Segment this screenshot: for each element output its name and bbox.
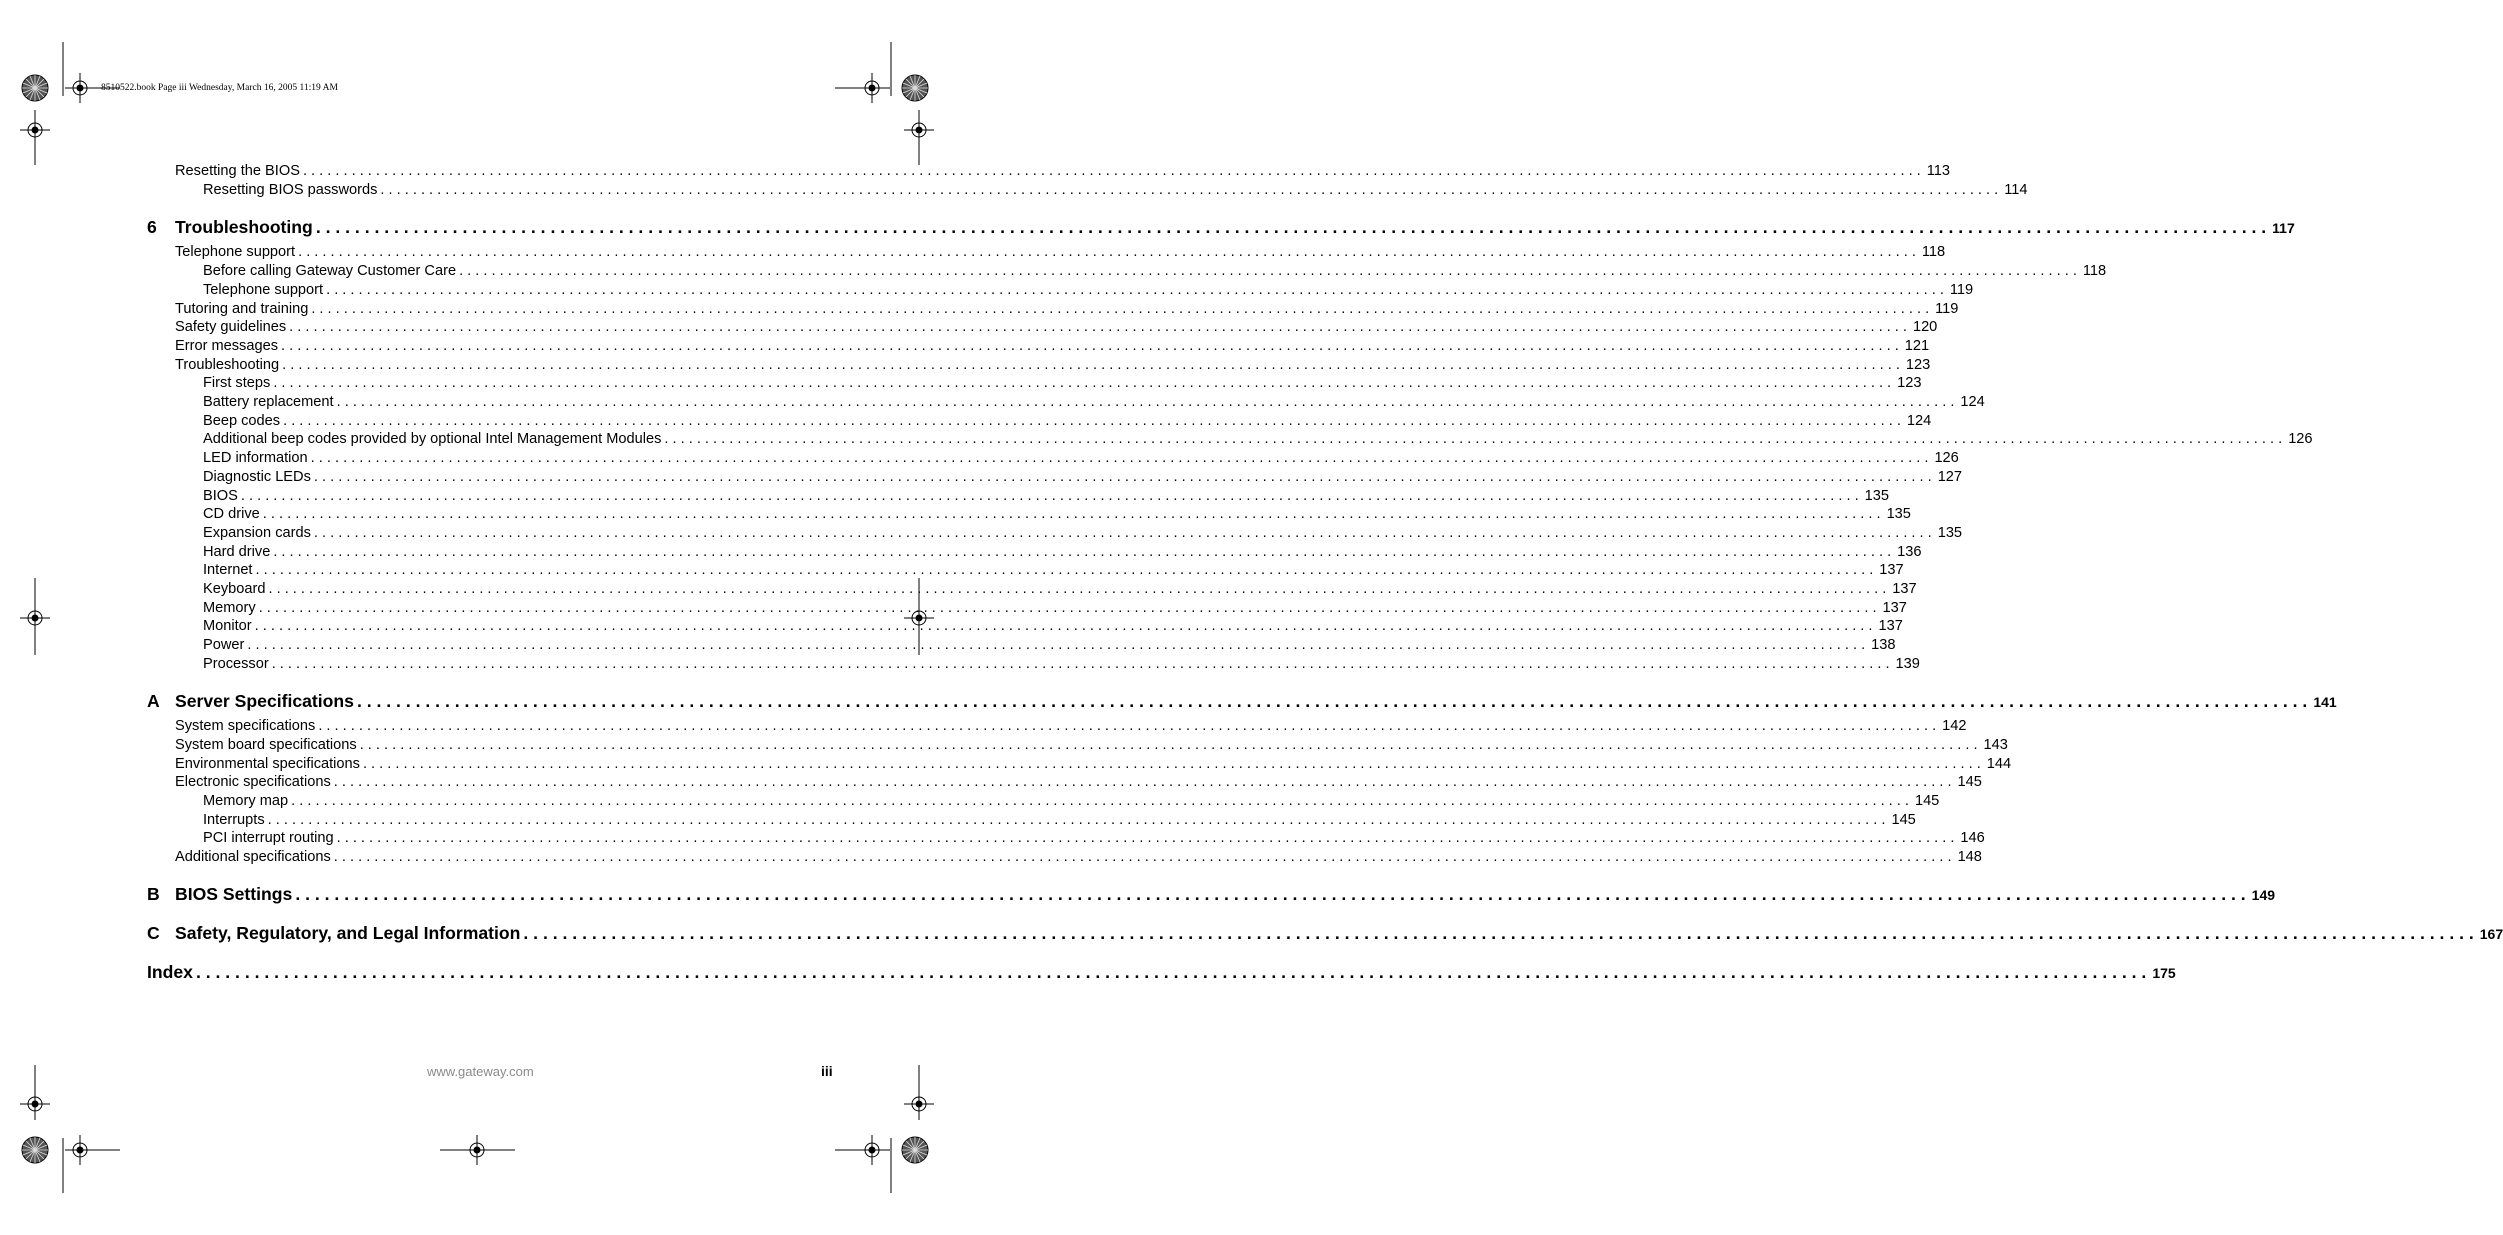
toc-page-number: 137: [1879, 562, 1904, 578]
toc-entry[interactable]: [203, 656, 1920, 672]
toc-chapter-number: A: [147, 691, 160, 711]
toc-entry[interactable]: [203, 812, 1916, 828]
toc-page-number: 114: [2004, 182, 2028, 198]
toc-entry[interactable]: [203, 793, 1940, 809]
toc-entry-title: Troubleshooting: [175, 217, 313, 237]
toc-entry-title: Environmental specifications: [175, 756, 360, 772]
toc-entry-label: [147, 217, 316, 238]
toc-entry-label: [203, 182, 380, 198]
toc-page-number: 137: [1878, 618, 1903, 634]
toc-entry-title: Error messages: [175, 338, 278, 354]
toc-entry-label: [147, 923, 523, 944]
toc-chapter-number: 6: [147, 217, 157, 237]
toc-entry-title: Telephone support: [203, 282, 324, 298]
footer-url[interactable]: www.gateway.com: [427, 1064, 534, 1079]
dot-leader: . . . . . . . . . . . . . . . . . . . . . . . . . . . . . . . . . . . . . . . . . . . . . . . . . . . . . . . . . . . . . . . . . . . . . . . . . . . . . . . . . . . . . . . . . . . . . . . . . . . . . . . . . . . . . . . . . . . . . . . . . . . . . . . . . . . . . . . . . . . . . . . . . . . . . . . . . . . . . . . . . . . . . . . . . . . . . . . . . . . . . . . . . . . . . . . . . . . . . . . .: [255, 562, 1874, 578]
toc-entry[interactable]: [203, 182, 2028, 198]
dot-leader: . . . . . . . . . . . . . . . . . . . . . . . . . . . . . . . . . . . . . . . . . . . . . . . . . . . . . . . . . . . . . . . . . . . . . . . . . . . . . . . . . . . . . . . . . . . . . . . . . . . . . . . . . . . . . . . . . . . . . . . . . . . . . . . . . . . . . . . . . . . . . . . . . . . . . . . . . . . . . . . . . . . . . . . . . . . . . . . . . . . . . . . . . . . . . . . . . . . . . . . .: [247, 637, 1866, 653]
toc-page-number: 135: [1864, 488, 1890, 504]
dot-leader: . . . . . . . . . . . . . . . . . . . . . . . . . . . . . . . . . . . . . . . . . . . . . . . . . . . . . . . . . . . . . . . . . . . . . . . . . . . . . . . . . . . . . . . . . . . . . . . . . . . . . . . . . . . . . . . . . . . . . . . . . . . . . . . . . . . . . . . . . . . . . . . . . . . . . . . . . . . . . . . . . . . . . . . . . . . . . . . . . . . . . . . . . . . . . . . . . . . . . . . .: [295, 884, 2246, 904]
dot-leader: . . . . . . . . . . . . . . . . . . . . . . . . . . . . . . . . . . . . . . . . . . . . . . . . . . . . . . . . . . . . . . . . . . . . . . . . . . . . . . . . . . . . . . . . . . . . . . . . . . . . . . . . . . . . . . . . . . . . . . . . . . . . . . . . . . . . . . . . . . . . . . . . . . . . . . . . . . . . . . . . . . . . . . . . . . . . . . . . . . . . . . . . . . . . . . . . . . . . . . . .: [267, 812, 1886, 828]
dot-leader: . . . . . . . . . . . . . . . . . . . . . . . . . . . . . . . . . . . . . . . . . . . . . . . . . . . . . . . . . . . . . . . . . . . . . . . . . . . . . . . . . . . . . . . . . . . . . . . . . . . . . . . . . . . . . . . . . . . . . . . . . . . . . . . . . . . . . . . . . . . . . . . . . . . . . . . . . . . . . . . . . . . . . . . . . . . . . . . . . . . . . . . . . . . . . . . . . . . . . . . .: [281, 338, 1899, 354]
toc-entry-label: [203, 394, 337, 410]
toc-entry-title: PCI interrupt routing: [203, 830, 334, 846]
toc-page-number: 127: [1937, 469, 1963, 485]
toc-entry-title: Memory map: [203, 793, 289, 809]
toc-page-number: 136: [1897, 544, 1922, 560]
toc-entry-title: Battery replacement: [203, 394, 334, 410]
toc-entry-label: [147, 884, 295, 905]
toc-entry-label: [203, 618, 255, 634]
toc-entry-title: Monitor: [203, 618, 252, 634]
dot-leader: . . . . . . . . . . . . . . . . . . . . . . . . . . . . . . . . . . . . . . . . . . . . . . . . . . . . . . . . . . . . . . . . . . . . . . . . . . . . . . . . . . . . . . . . . . . . . . . . . . . . . . . . . . . . . . . . . . . . . . . . . . . . . . . . . . . . . . . . . . . . . . . . . . . . . . . . . . . . . . . . . . . . . . . . . . . . . . . . . . . . . . . . . . . . . . . . . . . . . . . .: [289, 319, 1907, 335]
dot-leader: . . . . . . . . . . . . . . . . . . . . . . . . . . . . . . . . . . . . . . . . . . . . . . . . . . . . . . . . . . . . . . . . . . . . . . . . . . . . . . . . . . . . . . . . . . . . . . . . . . . . . . . . . . . . . . . . . . . . . . . . . . . . . . . . . . . . . . . . . . . . . . . . . . . . . . . . . . . . . . . . . . . . . . . . . . . . . . . . . . . . . . . . . . . . . . . . . . . . . . . .: [313, 469, 1932, 485]
toc-entry[interactable]: [203, 488, 1890, 504]
toc-chapter-entry[interactable]: [147, 962, 2176, 983]
toc-entry[interactable]: [175, 163, 1950, 179]
dot-leader: . . . . . . . . . . . . . . . . . . . . . . . . . . . . . . . . . . . . . . . . . . . . . . . . . . . . . . . . . . . . . . . . . . . . . . . . . . . . . . . . . . . . . . . . . . . . . . . . . . . . . . . . . . . . . . . . . . . . . . . . . . . . . . . . . . . . . . . . . . . . . . . . . . . . . . . . . . . . . . . . . . . . . . . . . . . . . . . . . . . . . . . . . . . . . . . . . . . . . . . .: [459, 263, 2077, 279]
toc-entry-label: [203, 525, 314, 541]
toc-entry-title: Resetting the BIOS: [175, 163, 300, 179]
toc-chapter-entry[interactable]: [147, 884, 2276, 905]
toc-entry-label: [203, 544, 273, 560]
toc-entry-label: [203, 413, 283, 429]
toc-page-number: 167: [2479, 926, 2503, 942]
toc-entry[interactable]: [203, 618, 1903, 634]
dot-leader: . . . . . . . . . . . . . . . . . . . . . . . . . . . . . . . . . . . . . . . . . . . . . . . . . . . . . . . . . . . . . . . . . . . . . . . . . . . . . . . . . . . . . . . . . . . . . . . . . . . . . . . . . . . . . . . . . . . . . . . . . . . . . . . . . . . . . . . . . . . . . . . . . . . . . . . . . . . . . . . . . . . . . . . . . . . . . . . . . . . . . . . . . . . . . . . . . . . . . . . .: [311, 301, 1930, 317]
dot-leader: . . . . . . . . . . . . . . . . . . . . . . . . . . . . . . . . . . . . . . . . . . . . . . . . . . . . . . . . . . . . . . . . . . . . . . . . . . . . . . . . . . . . . . . . . . . . . . . . . . . . . . . . . . . . . . . . . . . . . . . . . . . . . . . . . . . . . . . . . . . . . . . . . . . . . . . . . . . . . . . . . . . . . . . . . . . . . . . . . . . . . . . . . . . . . . . . . . . . . . . .: [273, 375, 1892, 391]
toc-entry-title: CD drive: [203, 506, 260, 522]
toc-entry[interactable]: [175, 301, 1959, 317]
toc-entry-label: [203, 793, 291, 809]
toc-entry[interactable]: [203, 637, 1896, 653]
toc-entry[interactable]: [203, 375, 1922, 391]
toc-page-number: 120: [1912, 319, 1938, 335]
toc-page-number: 135: [1937, 525, 1963, 541]
toc-entry-title: Electronic specifications: [175, 774, 331, 790]
dot-leader: . . . . . . . . . . . . . . . . . . . . . . . . . . . . . . . . . . . . . . . . . . . . . . . . . . . . . . . . . . . . . . . . . . . . . . . . . . . . . . . . . . . . . . . . . . . . . . . . . . . . . . . . . . . . . . . . . . . . . . . . . . . . . . . . . . . . . . . . . . . . . . . . . . . . . . . . . . . . . . . . . . . . . . . . . . . . . . . . . . . . . . . . . . . . . . . . . . . . . . . .: [315, 217, 2267, 237]
toc-entry-label: [203, 375, 273, 391]
toc-entry-title: Telephone support: [175, 244, 296, 260]
toc-page-number: 124: [1960, 394, 1985, 410]
toc-entry[interactable]: [203, 469, 1963, 485]
toc-page-number: 117: [2272, 220, 2295, 236]
toc-page-number: 123: [1905, 357, 1931, 373]
toc-entry-title: Additional beep codes provided by optional Intel Management Modules: [203, 431, 662, 447]
toc-entry[interactable]: [175, 338, 1930, 354]
toc-entry-title: Keyboard: [203, 581, 266, 597]
dot-leader: . . . . . . . . . . . . . . . . . . . . . . . . . . . . . . . . . . . . . . . . . . . . . . . . . . . . . . . . . . . . . . . . . . . . . . . . . . . . . . . . . . . . . . . . . . . . . . . . . . . . . . . . . . . . . . . . . . . . . . . . . . . . . . . . . . . . . . . . . . . . . . . . . . . . . . . . . . . . . . . . . . . . . . . . . . . . . . . . . . . . . . . . . . . . . . . . . . . . . . . .: [362, 756, 1981, 772]
toc-entry-label: [175, 849, 334, 865]
toc-entry-label: [203, 812, 268, 828]
dot-leader: . . . . . . . . . . . . . . . . . . . . . . . . . . . . . . . . . . . . . . . . . . . . . . . . . . . . . . . . . . . . . . . . . . . . . . . . . . . . . . . . . . . . . . . . . . . . . . . . . . . . . . . . . . . . . . . . . . . . . . . . . . . . . . . . . . . . . . . . . . . . . . . . . . . . . . . . . . . . . . . . . . . . . . . . . . . . . . . . . . . . . . . . . . . . . . . . . . . . . . . .: [313, 525, 1932, 541]
toc-entry-title: Index: [147, 962, 193, 982]
toc-entry-title: BIOS: [203, 488, 238, 504]
toc-entry[interactable]: [203, 600, 1907, 616]
dot-leader: . . . . . . . . . . . . . . . . . . . . . . . . . . . . . . . . . . . . . . . . . . . . . . . . . . . . . . . . . . . . . . . . . . . . . . . . . . . . . . . . . . . . . . . . . . . . . . . . . . . . . . . . . . . . . . . . . . . . . . . . . . . . . . . . . . . . . . . . . . . . . . . . . . . . . . . . . . . . . . . . . . . . . . . . . . . . . . . . . . . . . . . . . . . . . . . . . . . . . . . .: [273, 544, 1892, 560]
toc-entry-label: [203, 581, 268, 597]
toc-page-number: 146: [1960, 830, 1985, 846]
toc-entry-label: [203, 637, 247, 653]
dot-leader: . . . . . . . . . . . . . . . . . . . . . . . . . . . . . . . . . . . . . . . . . . . . . . . . . . . . . . . . . . . . . . . . . . . . . . . . . . . . . . . . . . . . . . . . . . . . . . . . . . . . . . . . . . . . . . . . . . . . . . . . . . . . . . . . . . . . . . . . . . . . . . . . . . . . . . . . . . . . . . . . . . . . . . . . . . . . . . . . . . . . . . . . . . . . . . . . . . . . . . . .: [336, 394, 1955, 410]
dot-leader: . . . . . . . . . . . . . . . . . . . . . . . . . . . . . . . . . . . . . . . . . . . . . . . . . . . . . . . . . . . . . . . . . . . . . . . . . . . . . . . . . . . . . . . . . . . . . . . . . . . . . . . . . . . . . . . . . . . . . . . . . . . . . . . . . . . . . . . . . . . . . . . . . . . . . . . . . . . . . . . . . . . . . . . . . . . . . . . . . . . . . . . . . . . . . . . . . . . . . . . .: [262, 506, 1881, 522]
toc-entry[interactable]: [175, 244, 1946, 260]
toc-page-number: 145: [1891, 812, 1916, 828]
toc-page-number: 138: [1871, 637, 1896, 653]
toc-page-number: 143: [1983, 737, 2008, 753]
dot-leader: . . . . . . . . . . . . . . . . . . . . . . . . . . . . . . . . . . . . . . . . . . . . . . . . . . . . . . . . . . . . . . . . . . . . . . . . . . . . . . . . . . . . . . . . . . . . . . . . . . . . . . . . . . . . . . . . . . . . . . . . . . . . . . . . . . . . . . . . . . . . . . . . . . . . . . . . . . . . . . . . . . . . . . . . . . . . . . . . . . . . . . . . . . . . . . . . . . . . . . . .: [326, 282, 1944, 298]
toc-entry-label: [147, 962, 196, 983]
dot-leader: . . . . . . . . . . . . . . . . . . . . . . . . . . . . . . . . . . . . . . . . . . . . . . . . . . . . . . . . . . . . . . . . . . . . . . . . . . . . . . . . . . . . . . . . . . . . . . . . . . . . . . . . . . . . . . . . . . . . . . . . . . . . . . . . . . . . . . . . . . . . . . . . . . . . . . . . . . . . . . . . . . . . . . . . . . . . . . . . . . . . . . . . . . . . . . . . . . . . . . . .: [254, 618, 1873, 634]
toc-entry-label: [147, 691, 357, 712]
toc-entry[interactable]: [175, 849, 1982, 865]
toc-entry-label: [203, 263, 459, 279]
toc-entry-label: [203, 830, 337, 846]
dot-leader: . . . . . . . . . . . . . . . . . . . . . . . . . . . . . . . . . . . . . . . . . . . . . . . . . . . . . . . . . . . . . . . . . . . . . . . . . . . . . . . . . . . . . . . . . . . . . . . . . . . . . . . . . . . . . . . . . . . . . . . . . . . . . . . . . . . . . . . . . . . . . . . . . . . . . . . . . . . . . . . . . . . . . . . . . . . . . . . . . . . . . . . . . . . . . . . . . . . . . . . .: [333, 774, 1952, 790]
toc-page-number: 123: [1897, 375, 1922, 391]
toc-chapter-number: C: [147, 923, 160, 943]
toc-entry-title: Beep codes: [203, 413, 281, 429]
toc-page-number: 142: [1942, 718, 1967, 734]
toc-entry[interactable]: [203, 830, 1985, 846]
toc-page-number: 139: [1895, 656, 1920, 672]
toc-entry-title: Additional specifications: [175, 849, 331, 865]
dot-leader: . . . . . . . . . . . . . . . . . . . . . . . . . . . . . . . . . . . . . . . . . . . . . . . . . . . . . . . . . . . . . . . . . . . . . . . . . . . . . . . . . . . . . . . . . . . . . . . . . . . . . . . . . . . . . . . . . . . . . . . . . . . . . . . . . . . . . . . . . . . . . . . . . . . . . . . . . . . . . . . . . . . . . . . . . . . . . . . . . . . . . . . . . . . . . . . . . . . . . . . .: [333, 849, 1952, 865]
toc-entry-label: [175, 244, 298, 260]
toc-page-number: 145: [1914, 793, 1940, 809]
toc-page-number: 118: [1921, 244, 1946, 260]
toc-entry-title: Tutoring and training: [175, 301, 309, 317]
toc-entry-label: [175, 774, 334, 790]
toc-entry[interactable]: [203, 581, 1917, 597]
toc-entry-title: Interrupts: [203, 812, 265, 828]
dot-leader: . . . . . . . . . . . . . . . . . . . . . . . . . . . . . . . . . . . . . . . . . . . . . . . . . . . . . . . . . . . . . . . . . . . . . . . . . . . . . . . . . . . . . . . . . . . . . . . . . . . . . . . . . . . . . . . . . . . . . . . . . . . . . . . . . . . . . . . . . . . . . . . . . . . . . . . . . . . . . . . . . . . . . . . . . . . . . . . . . . . . . . . . . . . . . . . . . . . . . . . .: [336, 830, 1955, 846]
toc-entry-label: [175, 319, 289, 335]
toc-entry[interactable]: [203, 525, 1963, 541]
toc-page-number: 141: [2313, 694, 2337, 710]
toc-page-number: 175: [2152, 965, 2176, 981]
dot-leader: . . . . . . . . . . . . . . . . . . . . . . . . . . . . . . . . . . . . . . . . . . . . . . . . . . . . . . . . . . . . . . . . . . . . . . . . . . . . . . . . . . . . . . . . . . . . . . . . . . . . . . . . . . . . . . . . . . . . . . . . . . . . . . . . . . . . . . . . . . . . . . . . . . . . . . . . . . . . . . . . . . . . . . . . . . . . . . . . . . . . . . . . . . . . . . . . . . . . . . . .: [523, 923, 2474, 943]
toc-entry[interactable]: [203, 282, 1974, 298]
footer-page-number: iii: [821, 1063, 833, 1079]
toc-entry[interactable]: [203, 506, 1911, 522]
toc-entry[interactable]: [203, 544, 1922, 560]
toc-page-number: 148: [1957, 849, 1982, 865]
toc-entry-label: [175, 737, 360, 753]
toc-page-number: 135: [1886, 506, 1911, 522]
toc-entry-title: First steps: [203, 375, 271, 391]
dot-leader: . . . . . . . . . . . . . . . . . . . . . . . . . . . . . . . . . . . . . . . . . . . . . . . . . . . . . . . . . . . . . . . . . . . . . . . . . . . . . . . . . . . . . . . . . . . . . . . . . . . . . . . . . . . . . . . . . . . . . . . . . . . . . . . . . . . . . . . . . . . . . . . . . . . . . . . . . . . . . . . . . . . . . . . . . . . . . . . . . . . . . . . . . . . . . . . . . . . . . . . .: [664, 431, 2283, 447]
toc-entry-title: BIOS Settings: [175, 884, 293, 904]
toc-chapter-number: B: [147, 884, 160, 904]
toc-page-number: 113: [1926, 163, 1950, 179]
toc-entry-label: [203, 450, 311, 466]
toc-entry[interactable]: [203, 562, 1904, 578]
toc-page-number: 137: [1882, 600, 1907, 616]
toc-entry[interactable]: [203, 263, 2107, 279]
toc-entry[interactable]: [203, 394, 1985, 410]
toc-page-number: 126: [1934, 450, 1959, 466]
dot-leader: . . . . . . . . . . . . . . . . . . . . . . . . . . . . . . . . . . . . . . . . . . . . . . . . . . . . . . . . . . . . . . . . . . . . . . . . . . . . . . . . . . . . . . . . . . . . . . . . . . . . . . . . . . . . . . . . . . . . . . . . . . . . . . . . . . . . . . . . . . . . . . . . . . . . . . . . . . . . . . . . . . . . . . . . . . . . . . . . . . . . . . . . . . . . . . . . . . . . . . . .: [310, 450, 1929, 466]
toc-entry-title: Internet: [203, 562, 253, 578]
toc-entry-label: [203, 506, 263, 522]
toc-page-number: 145: [1957, 774, 1982, 790]
dot-leader: . . . . . . . . . . . . . . . . . . . . . . . . . . . . . . . . . . . . . . . . . . . . . . . . . . . . . . . . . . . . . . . . . . . . . . . . . . . . . . . . . . . . . . . . . . . . . . . . . . . . . . . . . . . . . . . . . . . . . . . . . . . . . . . . . . . . . . . . . . . . . . . . . . . . . . . . . . . . . . . . . . . . . . . . . . . . . . . . . . . . . . . . . . . . . . . . . . . . . . . .: [283, 413, 1901, 429]
toc-entry-title: System board specifications: [175, 737, 357, 753]
toc-entry[interactable]: [175, 319, 1938, 335]
dot-leader: . . . . . . . . . . . . . . . . . . . . . . . . . . . . . . . . . . . . . . . . . . . . . . . . . . . . . . . . . . . . . . . . . . . . . . . . . . . . . . . . . . . . . . . . . . . . . . . . . . . . . . . . . . . . . . . . . . . . . . . . . . . . . . . . . . . . . . . . . . . . . . . . . . . . . . . . . . . . . . . . . . . . . . . . . . . . . . . . . . . . . . . . . . . . . . . . . . . . . . . .: [356, 691, 2308, 711]
toc-page-number: 126: [2288, 431, 2313, 447]
toc-entry-title: Resetting BIOS passwords: [203, 182, 378, 198]
toc-entry-title: Safety, Regulatory, and Legal Information: [175, 923, 521, 943]
toc-entry[interactable]: [175, 737, 2008, 753]
dot-leader: . . . . . . . . . . . . . . . . . . . . . . . . . . . . . . . . . . . . . . . . . . . . . . . . . . . . . . . . . . . . . . . . . . . . . . . . . . . . . . . . . . . . . . . . . . . . . . . . . . . . . . . . . . . . . . . . . . . . . . . . . . . . . . . . . . . . . . . . . . . . . . . . . . . . . . . . . . . . . . . . . . . . . . . . . . . . . . . . . . . . . . . . . . . . . . . . . . . . . . . .: [240, 488, 1859, 504]
toc-entry-label: [203, 469, 314, 485]
toc-entry-label: [175, 357, 282, 373]
dot-leader: . . . . . . . . . . . . . . . . . . . . . . . . . . . . . . . . . . . . . . . . . . . . . . . . . . . . . . . . . . . . . . . . . . . . . . . . . . . . . . . . . . . . . . . . . . . . . . . . . . . . . . . . . . . . . . . . . . . . . . . . . . . . . . . . . . . . . . . . . . . . . . . . . . . . . . . . . . . . . . . . . . . . . . . . . . . . . . . . . . . . . . . . . . . . . . . . . . . . . . . .: [258, 600, 1877, 616]
toc-entry-title: Memory: [203, 600, 256, 616]
toc-entry-title: Troubleshooting: [175, 357, 280, 373]
toc-entry-label: [203, 488, 241, 504]
toc-chapter-entry[interactable]: [147, 691, 2337, 712]
toc-entry-label: [203, 282, 326, 298]
toc-entry-title: Diagnostic LEDs: [203, 469, 311, 485]
dot-leader: . . . . . . . . . . . . . . . . . . . . . . . . . . . . . . . . . . . . . . . . . . . . . . . . . . . . . . . . . . . . . . . . . . . . . . . . . . . . . . . . . . . . . . . . . . . . . . . . . . . . . . . . . . . . . . . . . . . . . . . . . . . . . . . . . . . . . . . . . . . . . . . . . . . . . . . . . . . . . . . . . . . . . . . . . . . . . . . . . . . . . . . . . . . . . . . . . . . . . . . .: [271, 656, 1890, 672]
toc-page-number: 137: [1892, 581, 1917, 597]
toc-entry[interactable]: [175, 756, 2012, 772]
dot-leader: . . . . . . . . . . . . . . . . . . . . . . . . . . . . . . . . . . . . . . . . . . . . . . . . . . . . . . . . . . . . . . . . . . . . . . . . . . . . . . . . . . . . . . . . . . . . . . . . . . . . . . . . . . . . . . . . . . . . . . . . . . . . . . . . . . . . . . . . . . . . . . . . . . . . . . . . . . . . . . . . . . . . . . . . . . . . . . . . . . . . . . . . . . . . . . . . . . . . . . . .: [380, 182, 1999, 198]
toc-entry-title: System specifications: [175, 718, 316, 734]
dot-leader: . . . . . . . . . . . . . . . . . . . . . . . . . . . . . . . . . . . . . . . . . . . . . . . . . . . . . . . . . . . . . . . . . . . . . . . . . . . . . . . . . . . . . . . . . . . . . . . . . . . . . . . . . . . . . . . . . . . . . . . . . . . . . . . . . . . . . . . . . . . . . . . . . . . . . . . . . . . . . . . . . . . . . . . . . . . . . . . . . . . . . . . . . . . . . . . . . . . . . . . .: [268, 581, 1887, 597]
dot-leader: . . . . . . . . . . . . . . . . . . . . . . . . . . . . . . . . . . . . . . . . . . . . . . . . . . . . . . . . . . . . . . . . . . . . . . . . . . . . . . . . . . . . . . . . . . . . . . . . . . . . . . . . . . . . . . . . . . . . . . . . . . . . . . . . . . . . . . . . . . . . . . . . . . . . . . . . . . . . . . . . . . . . . . . . . . . . . . . . . . . . . . . . . . . . . . . . . . . . . . . .: [359, 737, 1978, 753]
toc-entry-label: [203, 600, 259, 616]
dot-leader: . . . . . . . . . . . . . . . . . . . . . . . . . . . . . . . . . . . . . . . . . . . . . . . . . . . . . . . . . . . . . . . . . . . . . . . . . . . . . . . . . . . . . . . . . . . . . . . . . . . . . . . . . . . . . . . . . . . . . . . . . . . . . . . . . . . . . . . . . . . . . . . . . . . . . . . . . . . . . . . . . . . . . . . . . . . . . . . . . . . . . . . . . . . . . . . . . . . . . . . .: [291, 793, 1909, 809]
toc-page-number: 124: [1906, 413, 1932, 429]
toc-page-number: 149: [2251, 887, 2276, 903]
toc-entry-label: [175, 718, 318, 734]
toc-entry-title: LED information: [203, 450, 308, 466]
dot-leader: . . . . . . . . . . . . . . . . . . . . . . . . . . . . . . . . . . . . . . . . . . . . . . . . . . . . . . . . . . . . . . . . . . . . . . . . . . . . . . . . . . . . . . . . . . . . . . . . . . . . . . . . . . . . . . . . . . . . . . . . . . . . . . . . . . . . . . . . . . . . . . . . . . . . . . . . . . . . . . . . . . . . . . . . . . . . . . . . . . . . . . . . . . . . . . . . . . . . . . . .: [302, 163, 1921, 179]
toc-entry-title: Processor: [203, 656, 269, 672]
toc-entry-title: Hard drive: [203, 544, 271, 560]
dot-leader: . . . . . . . . . . . . . . . . . . . . . . . . . . . . . . . . . . . . . . . . . . . . . . . . . . . . . . . . . . . . . . . . . . . . . . . . . . . . . . . . . . . . . . . . . . . . . . . . . . . . . . . . . . . . . . . . . . . . . . . . . . . . . . . . . . . . . . . . . . . . . . . . . . . . . . . . . . . . . . . . . . . . . . . . . . . . . . . . . . . . . . . . . . . . . . . . . . . . . . . .: [282, 357, 1900, 373]
toc-chapter-entry[interactable]: [147, 923, 2503, 944]
dot-leader: . . . . . . . . . . . . . . . . . . . . . . . . . . . . . . . . . . . . . . . . . . . . . . . . . . . . . . . . . . . . . . . . . . . . . . . . . . . . . . . . . . . . . . . . . . . . . . . . . . . . . . . . . . . . . . . . . . . . . . . . . . . . . . . . . . . . . . . . . . . . . . . . . . . . . . . . . . . . . . . . . . . . . . . . . . . . . . . . . . . . . . . . . . . . . . . . . . . . . . . .: [298, 244, 1916, 260]
toc-page-number: 144: [1986, 756, 2012, 772]
toc-entry[interactable]: [203, 450, 1959, 466]
toc-page-number: 119: [1949, 282, 1974, 298]
toc-entry-title: Expansion cards: [203, 525, 311, 541]
toc-page-number: 118: [2082, 263, 2107, 279]
dot-leader: . . . . . . . . . . . . . . . . . . . . . . . . . . . . . . . . . . . . . . . . . . . . . . . . . . . . . . . . . . . . . . . . . . . . . . . . . . . . . . . . . . . . . . . . . . . . . . . . . . . . . . . . . . . . . . . . . . . . . . . . . . . . . . . . . . . . . . . . . . . . . . . . . . . . . . . . . . . . . . . . . . . . . . . . . . . . . . . . . . . . . . . . . . . . . . . . . . . . . . . .: [195, 962, 2147, 982]
dot-leader: . . . . . . . . . . . . . . . . . . . . . . . . . . . . . . . . . . . . . . . . . . . . . . . . . . . . . . . . . . . . . . . . . . . . . . . . . . . . . . . . . . . . . . . . . . . . . . . . . . . . . . . . . . . . . . . . . . . . . . . . . . . . . . . . . . . . . . . . . . . . . . . . . . . . . . . . . . . . . . . . . . . . . . . . . . . . . . . . . . . . . . . . . . . . . . . . . . . . . . . .: [318, 718, 1937, 734]
toc-entry-label: [175, 756, 363, 772]
toc-entry[interactable]: [175, 774, 1982, 790]
print-slug: 8510522.book Page iii Wednesday, March 16, 2005 11:19 AM: [101, 83, 338, 93]
toc-entry-label: [175, 163, 303, 179]
toc-page-number: 119: [1935, 301, 1959, 317]
toc-entry-title: Before calling Gateway Customer Care: [203, 263, 457, 279]
toc-entry[interactable]: [175, 357, 1931, 373]
toc-entry-title: Safety guidelines: [175, 319, 287, 335]
toc-entry-title: Power: [203, 637, 245, 653]
toc-entry[interactable]: [203, 431, 2313, 447]
toc-chapter-entry[interactable]: [147, 217, 2295, 238]
toc-entry[interactable]: [175, 718, 1967, 734]
toc-page-number: 121: [1904, 338, 1930, 354]
toc-entry-label: [203, 562, 256, 578]
toc-entry-label: [203, 431, 664, 447]
toc-entry-label: [175, 338, 281, 354]
toc-entry-label: [203, 656, 272, 672]
toc-entry[interactable]: [203, 413, 1932, 429]
toc-entry-title: Server Specifications: [175, 691, 354, 711]
toc-entry-label: [175, 301, 311, 317]
